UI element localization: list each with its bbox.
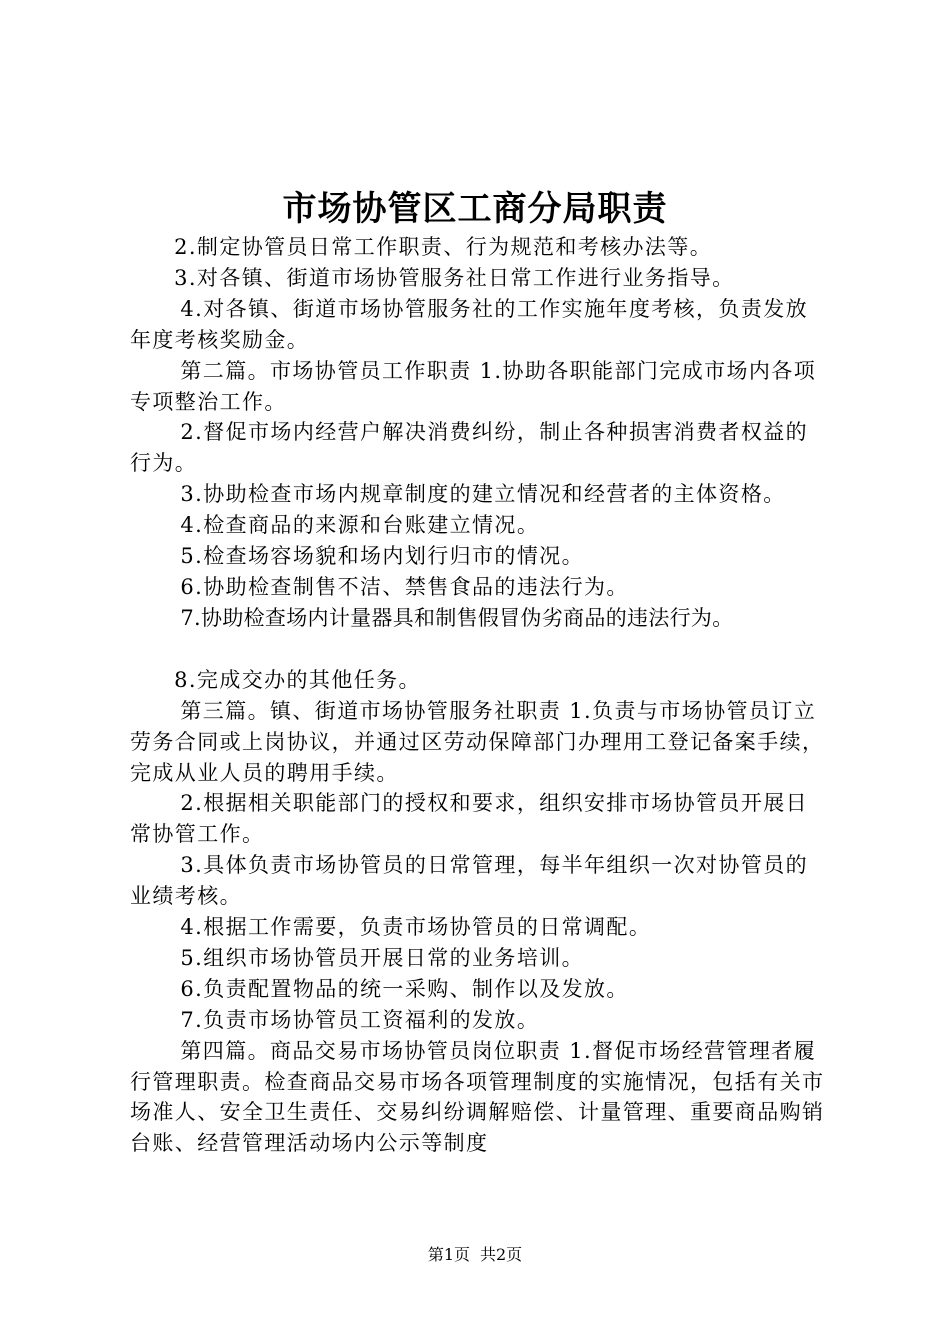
document-body — [130, 232, 830, 1159]
paragraph: 2.制定协管员日常工作职责、行为规范和考核办法等。 — [174, 235, 713, 259]
page-total: 共2页 — [480, 1245, 523, 1264]
page-footer — [0, 1243, 950, 1267]
paragraph: 2.根据相关职能部门的授权和要求，组织安排市场协管员开展日常协管工作。 — [130, 791, 809, 847]
paragraph: 2.督促市场内经营户解决消费纠纷，制止各种损害消费者权益的行为。 — [130, 420, 809, 476]
paragraph: 7.协助检查场内计量器具和制售假冒伪劣商品的违法行为。 — [180, 605, 734, 630]
paragraph: 5.组织市场协管员开展日常的业务培训。 — [180, 945, 585, 970]
section-heading-paragraph: 第四篇。商品交易市场协管员岗位职责 1.督促市场经营管理者履行管理职责。检查商品交易市场各项管理制度的实施情况，包括有关市场准人、安全卫生责任、交易纠纷调解赔偿、计量管理、重要商品购销台账、经营管理活动场内公示等制度 — [130, 1038, 825, 1156]
page-number: 第1页 — [427, 1245, 470, 1264]
section-heading-paragraph: 第三篇。镇、街道市场协管服务社职责 1.负责与市场协管员订立劳务合同或上岗协议，并通过区劳动保障部门办理用工登记备案手续，完成从业人员的聘用手续。 — [130, 698, 825, 785]
paragraph: 3.协助检查市场内规章制度的建立情况和经营者的主体资格。 — [180, 482, 786, 507]
paragraph: 5.检查场容场貌和场内划行归市的情况。 — [180, 544, 585, 569]
document-title: 市场协管区工商分局职责 — [282, 189, 668, 229]
paragraph-gap — [130, 634, 830, 665]
paragraph: 3.对各镇、街道市场协管服务社日常工作进行业务指导。 — [174, 265, 735, 290]
paragraph: 3.具体负责市场协管员的日常管理，每半年组织一次对协管员的业绩考核。 — [130, 853, 809, 909]
paragraph: 6.负责配置物品的统一采购、制作以及发放。 — [180, 976, 629, 1001]
paragraph: 8.完成交办的其他任务。 — [174, 667, 421, 692]
paragraph: 6.协助检查制售不洁、禁售食品的违法行为。 — [180, 574, 629, 599]
paragraph: 4.对各镇、街道市场协管服务社的工作实施年度考核，负责发放年度考核奖励金。 — [130, 296, 809, 352]
paragraph: 4.根据工作需要，负责市场协管员的日常调配。 — [180, 915, 652, 940]
section-heading-paragraph: 第二篇。市场协管员工作职责 1.协助各职能部门完成市场内各项专项整治工作。 — [130, 358, 817, 414]
paragraph: 7.负责市场协管员工资福利的发放。 — [180, 1007, 540, 1032]
paragraph: 4.检查商品的来源和台账建立情况。 — [180, 513, 540, 538]
